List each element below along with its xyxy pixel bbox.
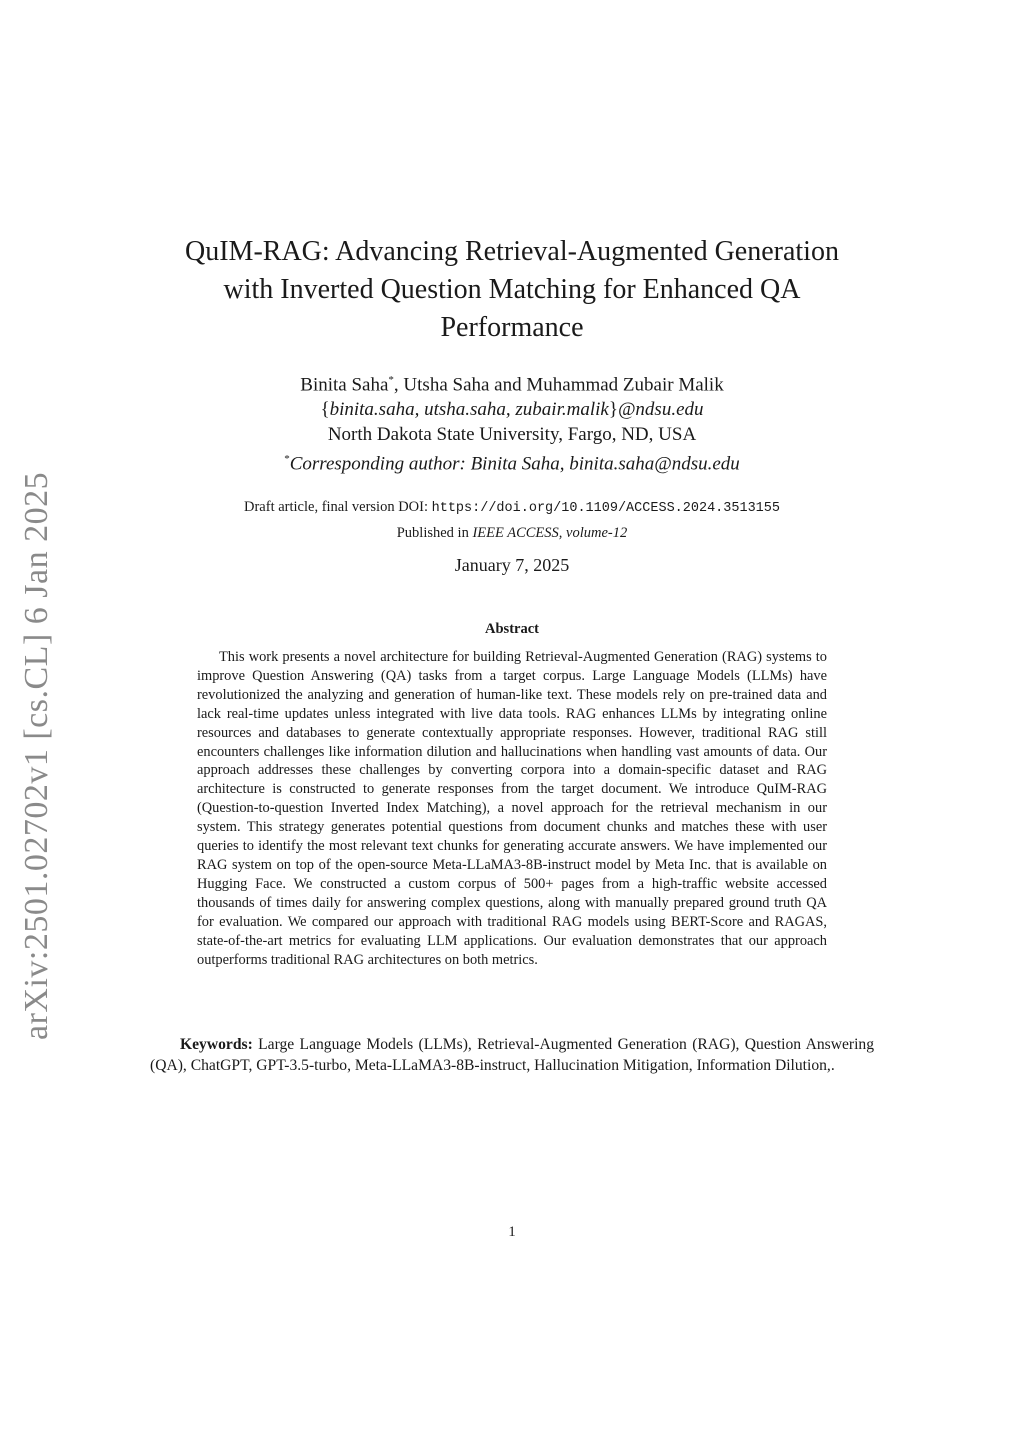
email-brace-open: { [320,399,330,421]
email-usernames: binita.saha, utsha.saha, zubair.malik [329,399,609,421]
publication-info [160,495,864,545]
page-number: 1 [508,1224,516,1240]
arxiv-identifier-stamp: arXiv:2501.02702v1 [cs.CL] 6 Jan 2025 [18,471,55,1040]
paper-title [150,233,874,347]
draft-doi-line [160,495,864,521]
published-line [160,521,864,545]
keywords-list: Large Language Models (LLMs), Retrieval-Augmented Generation (RAG), Question Answering (QA), ChatGPT, GPT-3.5-turbo, Meta-LLaMA3-8B-instruct, Hallucination Mitigation, Information Dilution,. [150,1036,874,1074]
title-line-1: QuIM-RAG: Advancing Retrieval-Augmented Generation [185,236,839,267]
author-block [160,368,864,477]
corresponding-marker: * [388,374,394,386]
doi-link[interactable]: https://doi.org/10.1109/ACCESS.2024.3513155 [431,501,780,516]
corresponding-footnote-marker: * [284,453,290,466]
keywords-paragraph [150,1034,874,1076]
other-authors: , Utsha Saha and Muhammad Zubair Malik [393,374,724,396]
email-brace-close: } [608,399,618,421]
draft-label: Draft article, final version DOI: [244,499,432,515]
author-names [160,368,864,397]
corresponding-author-line [160,447,864,476]
abstract-text: This work presents a novel architecture for building Retrieval-Augmented Generation (RAG) systems to improve Question Answering (QA) tasks from a target corpus. Large Language Models (LLMs) have revolutionized the analyzing and generation of human-like text. These models rely on pre-trained data and lack real-time updates unless integrated with live data tools. RAG enhances LLMs by integrating online resources and databases to generate contextually appropriate responses. However, traditional RAG still encounters challenges like information dilution and hallucinations when handling vast amounts of data. Our approach addresses these challenges by converting corpora into a domain-specific dataset and RAG architecture is constructed to generate responses from the target document. We introduce QuIM-RAG (Question-to-question Inverted Index Matching), a novel approach for the retrieval mechanism in our system. This strategy generates potential questions from document chunks and matches these with user queries to identify the most relevant text chunks for generating accurate answers. We have implemented our RAG system on top of the open-source Meta-LLaMA3-8B-instruct model by Meta Inc. that is available on Hugging Face. We constructed a custom corpus of 500+ pages from a high-traffic website accessed thousands of times daily for answering complex questions, along with manually prepared ground truth QA for evaluation. We compared our approach with traditional RAG models using BERT-Score and RAGAS, state-of-the-art metrics for evaluating LLM applications. Our evaluation demonstrates that our approach outperforms traditional RAG architectures on both metrics. [197,649,827,968]
paper-date: January 7, 2025 [454,555,570,575]
keywords-label: Keywords: [180,1036,253,1053]
published-label: Published in [396,525,473,541]
title-line-3: Performance [440,312,584,343]
first-author: Binita Saha [300,374,389,396]
corresponding-author: Corresponding author: Binita Saha, binita.saha@ndsu.edu [289,453,740,475]
email-domain: @ndsu.edu [617,399,704,421]
affiliation: North Dakota State University, Fargo, ND, USA [327,424,697,446]
author-emails [160,397,864,422]
title-line-2: with Inverted Question Matching for Enhanced QA [223,274,801,305]
journal-name: IEEE ACCESS, volume-12 [472,525,628,541]
abstract-heading: Abstract [485,621,539,637]
